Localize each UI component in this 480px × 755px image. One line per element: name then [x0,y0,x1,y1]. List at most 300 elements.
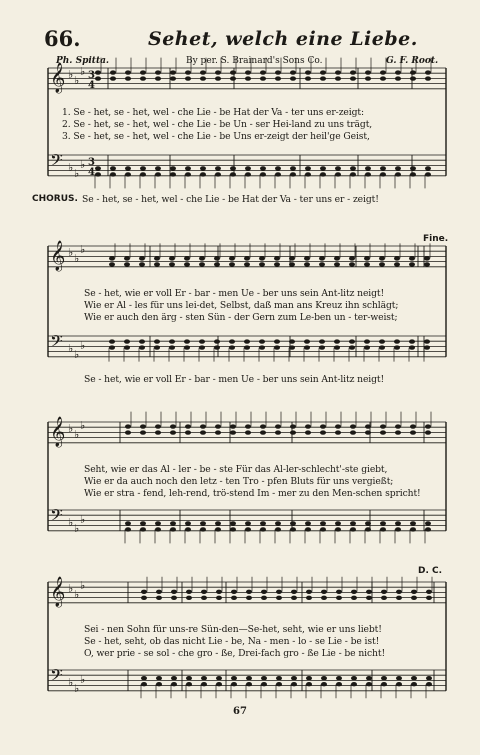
flat-sign: ♭ [80,673,86,686]
notehead [185,76,191,80]
notehead [305,521,311,525]
notehead [155,424,161,428]
notehead [276,682,282,686]
notehead [304,345,310,349]
notehead [140,527,146,531]
notehead [110,166,116,170]
notehead [184,256,190,260]
flat-sign: ♭ [74,588,80,601]
notehead [125,76,131,80]
notehead [201,590,207,594]
notehead [425,430,431,434]
notehead [289,345,295,349]
notehead [395,76,401,80]
notehead [306,676,312,680]
verse-line: Wie er Al - les für uns lei-det, Selbst, daß man ans Kreuz ihn schlägt; [84,300,399,311]
notehead [170,76,176,80]
notehead [425,527,431,531]
bass-clef: 𝄢 [50,150,63,174]
notehead [185,527,191,531]
notehead [321,682,327,686]
notehead [184,345,190,349]
notehead [140,424,146,428]
notehead [395,527,401,531]
notehead [245,424,251,428]
notehead [365,521,371,525]
chorus-line: Se - het, wie er voll Er - bar - men Ue - ber uns sein Ant-litz neigt! [84,374,385,385]
notehead [335,70,341,74]
notehead [245,76,251,80]
notehead [410,166,416,170]
notehead [275,166,281,170]
notehead [336,682,342,686]
notehead [259,345,265,349]
notehead [425,521,431,525]
notehead [380,166,386,170]
notehead [320,527,326,531]
notehead [140,166,146,170]
notehead [125,521,131,525]
notehead [275,521,281,525]
notehead [364,339,370,343]
notehead [155,166,161,170]
notehead [259,256,265,260]
notehead [276,590,282,594]
notehead [141,682,147,686]
verse-line: 1. Se - het, se - het, wel - che Lie - be Hat der Va - ter uns er-zeigt: [62,107,364,118]
notehead [170,424,176,428]
notehead [156,682,162,686]
notehead [380,172,386,176]
notehead [230,424,236,428]
notehead [349,345,355,349]
notehead [334,339,340,343]
notehead [125,70,131,74]
flat-sign: ♭ [74,522,80,535]
flat-sign: ♭ [74,428,80,441]
notehead [260,527,266,531]
notehead [335,521,341,525]
notehead [244,262,250,266]
notehead [395,430,401,434]
notehead [199,256,205,260]
notehead [275,430,281,434]
notehead [229,262,235,266]
notehead [425,424,431,428]
notehead [425,172,431,176]
notehead [319,339,325,343]
notehead [379,262,385,266]
notehead [260,172,266,176]
notehead [350,430,356,434]
notehead [186,596,192,600]
notehead [261,590,267,594]
notehead [171,682,177,686]
notehead [365,172,371,176]
notehead [125,430,131,434]
notehead [335,527,341,531]
notehead [261,682,267,686]
notehead [290,430,296,434]
notehead [396,590,402,594]
notehead [216,676,222,680]
notehead [426,596,432,600]
notehead [215,70,221,74]
notehead [396,596,402,600]
notehead [305,430,311,434]
notehead [335,76,341,80]
notehead [230,172,236,176]
notehead [275,76,281,80]
notehead [230,76,236,80]
notehead [156,590,162,594]
notehead [185,521,191,525]
notehead [200,166,206,170]
notehead [215,166,221,170]
notehead [366,682,372,686]
notehead [411,590,417,594]
notehead [274,256,280,260]
notehead [260,424,266,428]
notehead [411,682,417,686]
dc-marker: D. C. [418,566,443,576]
notehead [410,70,416,74]
notehead [124,262,130,266]
hymn-title: Sehet, welch eine Liebe. [148,28,418,50]
notehead [275,527,281,531]
notehead [216,596,222,600]
notehead [321,590,327,594]
notehead [141,596,147,600]
notehead [365,424,371,428]
verse-line: Se - het, wie er voll Er - bar - men Ue - ber uns sein Ant-litz neigt! [84,288,385,299]
notehead [200,527,206,531]
notehead [185,166,191,170]
notehead [244,345,250,349]
notehead [229,256,235,260]
notehead [305,166,311,170]
notehead [289,256,295,260]
notehead [215,521,221,525]
notehead [139,256,145,260]
verse-line: Wie er da auch noch den letz - ten Tro - pfen Bluts für uns vergießt; [84,476,394,487]
notehead [365,70,371,74]
notehead [351,590,357,594]
notehead [246,590,252,594]
notehead [140,172,146,176]
flat-sign: ♭ [68,68,74,81]
notehead [230,70,236,74]
flat-sign: ♭ [74,167,80,180]
notehead [231,596,237,600]
notehead [350,172,356,176]
bass-clef: 𝄢 [50,505,63,529]
notehead [260,76,266,80]
notehead [395,424,401,428]
notehead [200,70,206,74]
notehead [245,521,251,525]
notehead [304,339,310,343]
notehead [409,345,415,349]
notehead [170,70,176,74]
flat-sign: ♭ [68,246,74,259]
notehead [350,527,356,531]
notehead [140,70,146,74]
notehead [231,676,237,680]
notehead [171,596,177,600]
notehead [409,262,415,266]
notehead [125,424,131,428]
notehead [214,262,220,266]
notehead [426,676,432,680]
notehead [335,166,341,170]
verse-line: Wie er auch den ärg - sten Sün - der Gern zum Le-ben un - ter-weist; [84,312,398,323]
notehead [304,262,310,266]
notehead [199,262,205,266]
notehead [319,345,325,349]
notehead [306,596,312,600]
flat-sign: ♭ [74,74,80,87]
notehead [334,345,340,349]
notehead [154,339,160,343]
notehead [380,430,386,434]
notehead [186,682,192,686]
notehead [156,596,162,600]
notehead [184,262,190,266]
notehead [425,166,431,170]
notehead [201,596,207,600]
flat-sign: ♭ [74,252,80,265]
notehead [351,596,357,600]
notehead [230,521,236,525]
chorus-line: Se - het, se - het, wel - che Lie - be Hat der Va - ter uns er - zeigt! [82,194,379,205]
treble-clef: 𝄞 [50,577,66,607]
notehead [306,682,312,686]
notehead [141,590,147,594]
notehead [199,345,205,349]
time-signature: 3 [88,70,95,81]
notehead [124,256,130,260]
notehead [261,596,267,600]
notehead [214,339,220,343]
notehead [109,262,115,266]
flat-sign: ♭ [68,342,74,355]
notehead [304,256,310,260]
notehead [336,596,342,600]
bass-clef: 𝄢 [50,665,63,689]
notehead [200,424,206,428]
notehead [261,676,267,680]
verse-line: Se - het, seht, ob das nicht Lie - be, Na - men - lo - se Lie - be ist! [84,636,380,647]
flat-sign: ♭ [74,348,80,361]
treble-clef: 𝄞 [50,63,66,93]
notehead [275,70,281,74]
notehead [275,424,281,428]
notehead [290,76,296,80]
notehead [185,172,191,176]
notehead [139,339,145,343]
notehead [246,676,252,680]
notehead [246,596,252,600]
notehead [379,256,385,260]
notehead [155,70,161,74]
notehead [169,256,175,260]
notehead [140,430,146,434]
notehead [139,262,145,266]
notehead [394,345,400,349]
verse-line: 2. Se - het, se - het, wel - che Lie - be Un - ser Hei-land zu uns trägt, [62,119,373,130]
notehead [229,345,235,349]
notehead [200,430,206,434]
notehead [184,339,190,343]
notehead [396,682,402,686]
notehead [394,262,400,266]
fine-marker: Fine. [423,234,449,244]
notehead [365,166,371,170]
notehead [185,430,191,434]
notehead [334,256,340,260]
notehead [259,262,265,266]
notehead [319,262,325,266]
notehead [231,682,237,686]
flat-sign: ♭ [80,65,86,78]
notehead [291,676,297,680]
notehead [244,339,250,343]
verse-line: Wie er stra - fend, leh-rend, trö-stend Im - mer zu den Men-schen spricht! [84,488,421,499]
notehead [230,527,236,531]
notehead [289,262,295,266]
notehead [154,345,160,349]
notehead [410,521,416,525]
notehead [379,345,385,349]
flat-sign: ♭ [80,158,86,171]
notehead [200,172,206,176]
notehead [109,339,115,343]
notehead [140,521,146,525]
notehead [350,70,356,74]
notehead [305,527,311,531]
notehead [139,345,145,349]
author-credit: Ph. Spitta. [56,56,110,66]
flat-sign: ♭ [68,582,74,595]
notehead [245,172,251,176]
notehead [290,166,296,170]
notehead [260,166,266,170]
notehead [215,424,221,428]
notehead [320,430,326,434]
notehead [319,256,325,260]
page-number: 67 [233,706,247,717]
notehead [186,590,192,594]
flat-sign: ♭ [68,161,74,174]
notehead [410,76,416,80]
notehead [336,590,342,594]
notehead [201,676,207,680]
notehead [411,596,417,600]
notehead [379,339,385,343]
notehead [259,339,265,343]
notehead [95,76,101,80]
notehead [380,76,386,80]
notehead [395,166,401,170]
notehead [380,424,386,428]
notehead [214,345,220,349]
notehead [350,521,356,525]
notehead [246,682,252,686]
notehead [351,676,357,680]
notehead [215,172,221,176]
notehead [350,166,356,170]
notehead [245,166,251,170]
notehead [335,172,341,176]
notehead [244,256,250,260]
notehead [260,430,266,434]
notehead [230,430,236,434]
notehead [410,527,416,531]
notehead [351,682,357,686]
notehead [424,262,430,266]
notehead [409,256,415,260]
notehead [366,676,372,680]
notehead [425,70,431,74]
notehead [381,596,387,600]
notehead [306,590,312,594]
notehead [216,590,222,594]
flat-sign: ♭ [68,516,74,529]
notehead [381,590,387,594]
verse-line: Sei - nen Sohn für uns-re Sün-den—Se-het, seht, wie er uns liebt! [84,624,382,635]
hymn-number: 66. [44,26,81,51]
notehead [395,521,401,525]
copyright-credit: By per. S. Brainard's Sons Co. [186,56,323,66]
notehead [169,345,175,349]
notehead [335,430,341,434]
notehead [395,70,401,74]
notehead [395,172,401,176]
notehead [170,430,176,434]
notehead [275,172,281,176]
notehead [274,262,280,266]
notehead [245,430,251,434]
notehead [110,70,116,74]
notehead [171,590,177,594]
notehead [276,676,282,680]
notehead [276,596,282,600]
notehead [215,527,221,531]
notehead [349,262,355,266]
notehead [321,676,327,680]
notehead [155,172,161,176]
composer-credit: G. F. Root. [386,56,439,66]
notehead [95,166,101,170]
notehead [290,424,296,428]
chorus-label: CHORUS. [32,194,78,204]
notehead [291,596,297,600]
flat-sign: ♭ [80,513,86,526]
time-signature: 3 [88,157,95,168]
notehead [366,596,372,600]
notehead [424,345,430,349]
notehead [350,76,356,80]
notehead [185,424,191,428]
notehead [320,166,326,170]
notehead [201,682,207,686]
notehead [155,430,161,434]
notehead [110,172,116,176]
notehead [125,527,131,531]
notehead [424,339,430,343]
notehead [245,527,251,531]
